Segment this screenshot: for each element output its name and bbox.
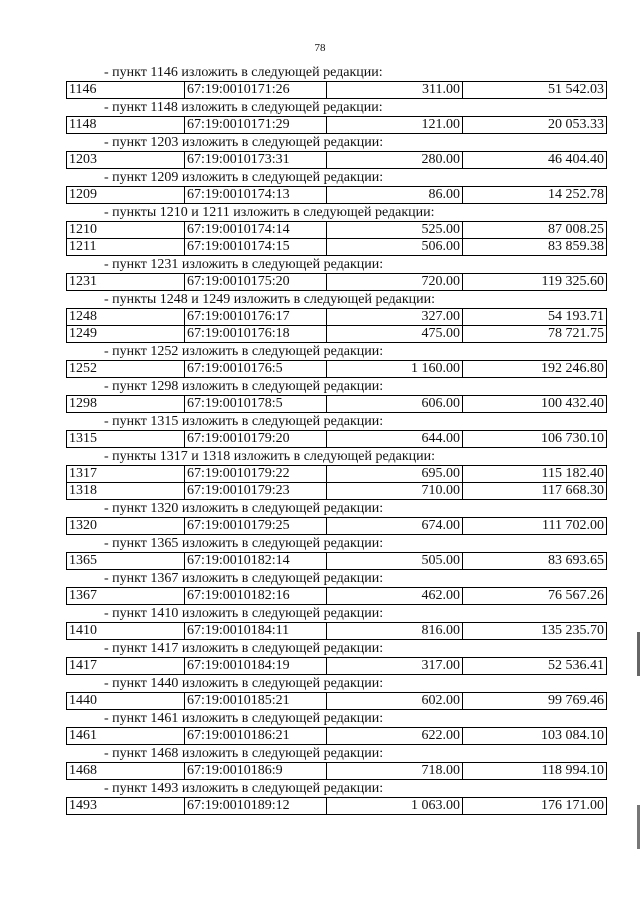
value-cell: 87 008.25 [463,222,607,239]
table-row [67,82,607,99]
amendment-table [66,797,607,815]
item-number-cell: 1417 [67,658,185,675]
table-row [67,309,607,326]
cadastral-number-cell: 67:19:0010179:23 [185,483,327,500]
amendment-instruction: - пункт 1148 изложить в следующей редакции: [104,100,383,115]
cadastral-number-cell: 67:19:0010179:22 [185,466,327,483]
area-cell: 462.00 [327,588,463,605]
item-number-cell: 1231 [67,274,185,291]
value-cell: 118 994.10 [463,763,607,780]
amendment-instruction: - пункт 1410 изложить в следующей редакции: [104,606,384,621]
amendment-table [66,81,607,99]
table-row [67,274,607,291]
cadastral-number-cell: 67:19:0010189:12 [185,798,327,815]
item-number-cell: 1148 [67,117,185,134]
amendment-instruction: - пункт 1365 изложить в следующей редакции: [104,536,384,551]
table-row [67,553,607,570]
table-row [67,693,607,710]
item-number-cell: 1461 [67,728,185,745]
item-number-cell: 1367 [67,588,185,605]
area-cell: 327.00 [327,309,463,326]
item-number-cell: 1146 [67,82,185,99]
cadastral-number-cell: 67:19:0010174:15 [185,239,327,256]
amendment-table [66,151,607,169]
item-number-cell: 1365 [67,553,185,570]
cadastral-number-cell: 67:19:0010176:5 [185,361,327,378]
page-number: 78 [314,42,326,54]
amendment-table [66,116,607,134]
cadastral-number-cell: 67:19:0010171:29 [185,117,327,134]
value-cell: 51 542.03 [463,82,607,99]
value-cell: 176 171.00 [463,798,607,815]
cadastral-number-cell: 67:19:0010175:20 [185,274,327,291]
value-cell: 100 432.40 [463,396,607,413]
item-number-cell: 1317 [67,466,185,483]
value-cell: 83 693.65 [463,553,607,570]
amendment-table [66,517,607,535]
amendment-table [66,622,607,640]
item-number-cell: 1468 [67,763,185,780]
amendment-instruction: - пункт 1493 изложить в следующей редакции: [104,781,384,796]
area-cell: 816.00 [327,623,463,640]
table-row [67,152,607,169]
item-number-cell: 1211 [67,239,185,256]
area-cell: 674.00 [327,518,463,535]
item-number-cell: 1252 [67,361,185,378]
cadastral-number-cell: 67:19:0010176:17 [185,309,327,326]
value-cell: 52 536.41 [463,658,607,675]
value-cell: 103 084.10 [463,728,607,745]
table-row [67,326,607,343]
amendment-instruction: - пункт 1320 изложить в следующей редакции: [104,501,384,516]
area-cell: 311.00 [327,82,463,99]
table-row [67,361,607,378]
area-cell: 718.00 [327,763,463,780]
area-cell: 602.00 [327,693,463,710]
item-number-cell: 1440 [67,693,185,710]
item-number-cell: 1320 [67,518,185,535]
amendment-instruction: - пункт 1468 изложить в следующей редакции: [104,746,384,761]
amendment-instruction: - пункт 1417 изложить в следующей редакции: [104,641,384,656]
item-number-cell: 1318 [67,483,185,500]
area-cell: 317.00 [327,658,463,675]
area-cell: 720.00 [327,274,463,291]
table-row [67,763,607,780]
value-cell: 78 721.75 [463,326,607,343]
amendments-list [66,64,606,815]
cadastral-number-cell: 67:19:0010182:16 [185,588,327,605]
table-row [67,239,607,256]
amendment-instruction: - пункт 1298 изложить в следующей редакции: [104,379,384,394]
item-number-cell: 1315 [67,431,185,448]
area-cell: 710.00 [327,483,463,500]
cadastral-number-cell: 67:19:0010173:31 [185,152,327,169]
table-row [67,396,607,413]
table-row [67,431,607,448]
cadastral-number-cell: 67:19:0010179:25 [185,518,327,535]
amendment-instruction: - пункты 1317 и 1318 изложить в следующей редакции: [104,449,436,464]
amendment-instruction: - пункт 1231 изложить в следующей редакции: [104,257,384,272]
area-cell: 505.00 [327,553,463,570]
area-cell: 506.00 [327,239,463,256]
cadastral-number-cell: 67:19:0010174:14 [185,222,327,239]
value-cell: 117 668.30 [463,483,607,500]
cadastral-number-cell: 67:19:0010179:20 [185,431,327,448]
amendment-table [66,762,607,780]
area-cell: 121.00 [327,117,463,134]
value-cell: 20 053.33 [463,117,607,134]
table-row [67,798,607,815]
amendment-table [66,587,607,605]
value-cell: 192 246.80 [463,361,607,378]
area-cell: 644.00 [327,431,463,448]
amendment-table [66,186,607,204]
cadastral-number-cell: 67:19:0010174:13 [185,187,327,204]
value-cell: 46 404.40 [463,152,607,169]
item-number-cell: 1210 [67,222,185,239]
table-row [67,658,607,675]
amendment-instruction: - пункт 1315 изложить в следующей редакции: [104,414,384,429]
area-cell: 1 063.00 [327,798,463,815]
item-number-cell: 1298 [67,396,185,413]
table-row [67,187,607,204]
cadastral-number-cell: 67:19:0010185:21 [185,693,327,710]
cadastral-number-cell: 67:19:0010186:9 [185,763,327,780]
cadastral-number-cell: 67:19:0010184:19 [185,658,327,675]
area-cell: 695.00 [327,466,463,483]
amendment-table [66,552,607,570]
value-cell: 83 859.38 [463,239,607,256]
cadastral-number-cell: 67:19:0010182:14 [185,553,327,570]
amendment-table [66,273,607,291]
value-cell: 106 730.10 [463,431,607,448]
table-row [67,466,607,483]
value-cell: 119 325.60 [463,274,607,291]
table-row [67,518,607,535]
amendment-table [66,657,607,675]
area-cell: 1 160.00 [327,361,463,378]
value-cell: 76 567.26 [463,588,607,605]
item-number-cell: 1203 [67,152,185,169]
value-cell: 111 702.00 [463,518,607,535]
table-row [67,483,607,500]
cadastral-number-cell: 67:19:0010184:11 [185,623,327,640]
area-cell: 86.00 [327,187,463,204]
cadastral-number-cell: 67:19:0010176:18 [185,326,327,343]
table-row [67,117,607,134]
amendment-table [66,692,607,710]
amendment-table [66,727,607,745]
area-cell: 525.00 [327,222,463,239]
amendment-instruction: - пункты 1210 и 1211 изложить в следующей редакции: [104,205,435,220]
item-number-cell: 1249 [67,326,185,343]
value-cell: 54 193.71 [463,309,607,326]
amendment-instruction: - пункт 1461 изложить в следующей редакции: [104,711,384,726]
area-cell: 622.00 [327,728,463,745]
table-row [67,623,607,640]
value-cell: 99 769.46 [463,693,607,710]
area-cell: 280.00 [327,152,463,169]
value-cell: 135 235.70 [463,623,607,640]
cadastral-number-cell: 67:19:0010178:5 [185,396,327,413]
amendment-instruction: - пункт 1367 изложить в следующей редакции: [104,571,384,586]
area-cell: 606.00 [327,396,463,413]
amendment-instruction: - пункт 1252 изложить в следующей редакции: [104,344,384,359]
table-row [67,222,607,239]
amendment-table [66,360,607,378]
amendment-table [66,221,607,256]
amendment-table [66,430,607,448]
item-number-cell: 1248 [67,309,185,326]
amendment-instruction: - пункт 1203 изложить в следующей редакции: [104,135,384,150]
amendment-instruction: - пункт 1440 изложить в следующей редакции: [104,676,384,691]
item-number-cell: 1209 [67,187,185,204]
amendment-table [66,308,607,343]
item-number-cell: 1410 [67,623,185,640]
area-cell: 475.00 [327,326,463,343]
item-number-cell: 1493 [67,798,185,815]
amendment-table [66,465,607,500]
amendment-instruction: - пункты 1248 и 1249 изложить в следующей редакции: [104,292,436,307]
cadastral-number-cell: 67:19:0010186:21 [185,728,327,745]
cadastral-number-cell: 67:19:0010171:26 [185,82,327,99]
amendment-instruction: - пункт 1209 изложить в следующей редакции: [104,170,384,185]
value-cell: 14 252.78 [463,187,607,204]
amendment-instruction: - пункт 1146 изложить в следующей редакции: [104,65,383,80]
table-row [67,588,607,605]
table-row [67,728,607,745]
value-cell: 115 182.40 [463,466,607,483]
amendment-table [66,395,607,413]
